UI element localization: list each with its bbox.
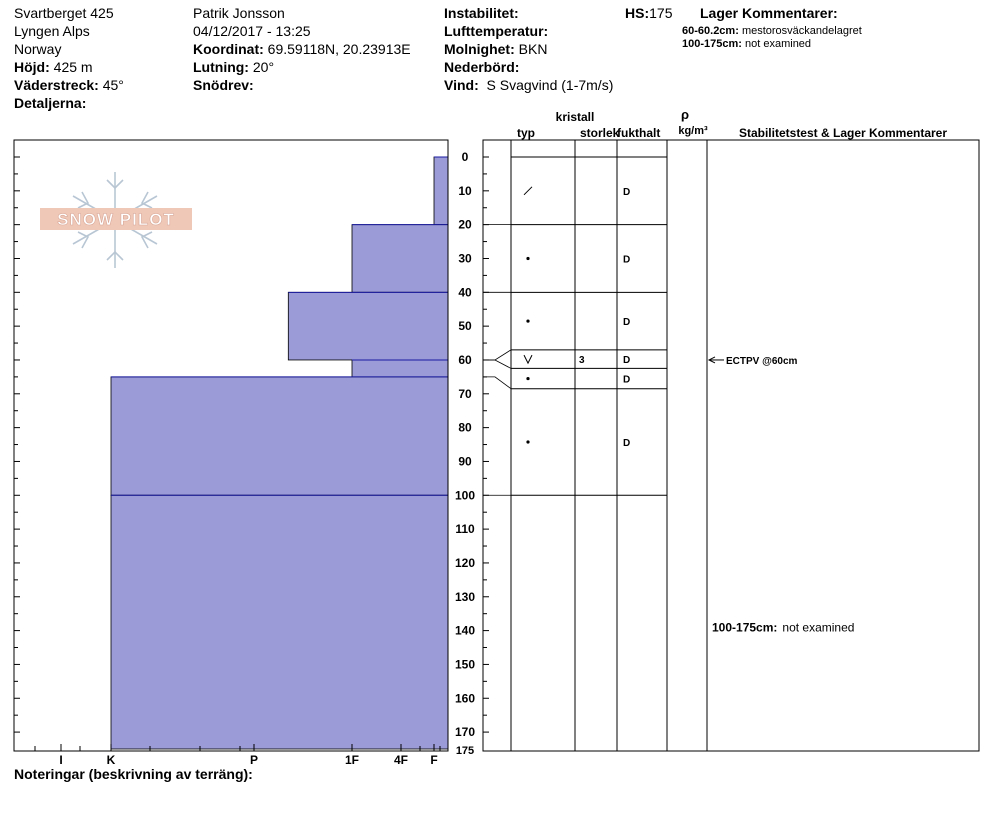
depth-label: 110 <box>455 522 475 537</box>
layer-note-text: not examined <box>782 620 855 635</box>
col-size: storlek <box>580 126 620 140</box>
layer-comment-range: 100-175cm: <box>682 38 742 50</box>
moisture-value: D <box>623 355 631 367</box>
country: Norway <box>14 41 62 57</box>
depth-label: 80 <box>458 420 472 435</box>
elevation-value: 425 m <box>53 59 93 75</box>
depth-label: 100 <box>454 488 476 503</box>
slope-label: Lutning: <box>193 59 249 75</box>
grain-symbol <box>526 440 529 443</box>
wind-label: Vind: <box>444 77 479 93</box>
hardness-label: P <box>249 753 259 767</box>
layer-connector <box>483 360 511 368</box>
depth-label: 20 <box>458 217 472 232</box>
depth-label: 140 <box>454 623 476 638</box>
hardness-bar <box>434 157 448 225</box>
hs-value: 175 <box>649 5 673 21</box>
layer-comments-title: Lager Kommentarer: <box>700 5 838 21</box>
hardness-bar <box>111 377 448 495</box>
grain-symbol <box>526 319 529 322</box>
depth-label: 10 <box>458 183 472 198</box>
layer-connector <box>483 350 511 360</box>
hardness-bar <box>111 495 448 749</box>
wind-value: S Svagvind (1-7m/s) <box>486 77 614 93</box>
moisture-value: D <box>623 374 631 386</box>
moisture-value: D <box>623 186 631 198</box>
depth-label: 130 <box>454 589 476 604</box>
col-stability: Stabilitetstest & Lager Kommentarer <box>738 126 948 140</box>
snowpilot-logo-text: SNOW PILOT <box>57 210 175 229</box>
aspect-label: Väderstreck: <box>14 77 99 93</box>
col-rho: ρ <box>680 107 690 122</box>
layer-note-range: 100-175cm: <box>712 620 778 635</box>
col-moisture: fukthalt <box>617 126 661 140</box>
depth-label: 70 <box>458 386 472 401</box>
elevation-label: Höjd: <box>14 59 50 75</box>
layer-comment-text: not examined <box>745 38 812 50</box>
hardness-label: I <box>59 753 63 767</box>
airtemp-label: Lufttemperatur: <box>444 23 549 39</box>
hardness-bar <box>352 225 448 293</box>
col-density-unit: kg/m³ <box>678 125 708 137</box>
depth-label: 30 <box>458 251 472 266</box>
moisture-value: D <box>623 317 631 329</box>
coord-value: 69.59118N, 20.23913E <box>267 41 411 57</box>
stratigraphy-frame <box>483 140 979 751</box>
grain-symbol <box>526 257 529 260</box>
stability-test-label: ECTPV @60cm <box>726 355 798 367</box>
clouds-value: BKN <box>518 41 548 57</box>
depth-label: 60 <box>458 352 472 367</box>
grain-size: 3 <box>579 355 585 367</box>
clouds-label: Molnighet: <box>444 41 515 57</box>
moisture-value: D <box>623 438 631 450</box>
depth-label: 160 <box>454 691 476 706</box>
hardness-bar <box>352 360 448 377</box>
layer-comment-text: mestorosväckandelagret <box>741 25 862 37</box>
instability-label: Instabilitet: <box>444 5 519 21</box>
hardness-label: 4F <box>393 753 409 767</box>
depth-label: 90 <box>458 454 472 469</box>
hardness-label: F <box>430 753 438 767</box>
depth-label: 150 <box>454 657 476 672</box>
datetime: 04/12/2017 - 13:25 <box>193 23 311 39</box>
depth-label: 170 <box>454 725 476 740</box>
hs-label: HS: <box>625 5 650 21</box>
depth-label: 50 <box>458 319 472 334</box>
depth-label: 120 <box>454 555 476 570</box>
depth-label: 40 <box>458 285 472 300</box>
depth-label: 175 <box>455 745 475 757</box>
coord-label: Koordinat: <box>193 41 264 57</box>
grain-symbol <box>524 355 532 363</box>
site-name: Svartberget 425 <box>14 5 114 21</box>
layer-connector <box>483 377 511 389</box>
depth-label: 0 <box>461 150 469 164</box>
observer: Patrik Jonsson <box>193 5 285 21</box>
details-label: Detaljerna: <box>14 95 87 111</box>
drift-label: Snödrev: <box>193 77 254 93</box>
layer-note <box>712 621 854 635</box>
hardness-bar <box>288 292 448 360</box>
moisture-value: D <box>623 254 631 266</box>
hardness-label: 1F <box>344 753 360 767</box>
hardness-label: K <box>106 753 116 767</box>
layer-comment-range: 60-60.2cm: <box>682 25 739 37</box>
col-type: typ <box>517 126 535 140</box>
slope-value: 20° <box>252 59 275 75</box>
grain-symbol <box>526 377 529 380</box>
mountain-range: Lyngen Alps <box>14 23 90 39</box>
col-crystal: kristall <box>555 110 595 124</box>
grain-symbol <box>524 187 532 195</box>
precip-label: Nederbörd: <box>444 59 520 75</box>
aspect-value: 45° <box>102 77 124 93</box>
terrain-notes-label: Noteringar (beskrivning av terräng): <box>14 766 253 782</box>
